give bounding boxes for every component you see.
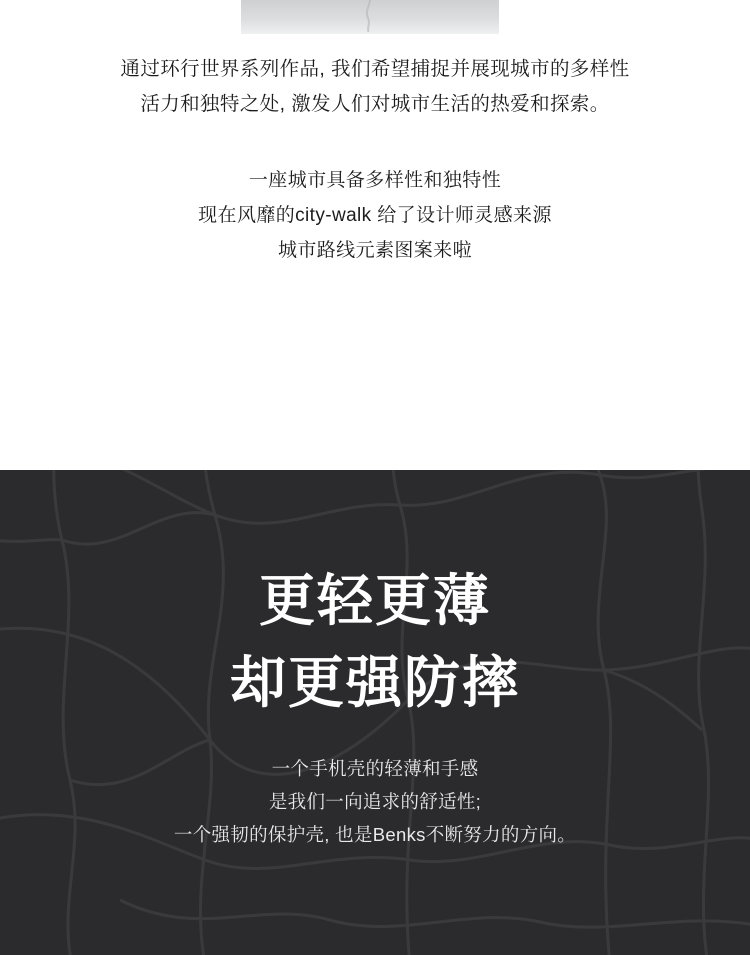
concept-line-1: 一座城市具备多样性和独特性 <box>248 170 502 191</box>
headline-subtext <box>0 752 750 851</box>
headline-line-1: 更轻更薄 <box>259 569 491 632</box>
intro-line-1: 通过环行世界系列作品, 我们希望捕捉并展现城市的多样性 <box>120 58 630 80</box>
subtext-line-1: 一个手机壳的轻薄和手感 <box>271 758 479 779</box>
concept-line-3: 城市路线元素图案来啦 <box>277 240 472 261</box>
subtext-line-3: 一个强韧的保护壳, 也是Benks不断努力的方向。 <box>173 824 577 845</box>
concept-paragraph <box>0 163 750 268</box>
product-photo-strip <box>241 0 499 34</box>
headline-line-2: 却更强防摔 <box>230 651 520 714</box>
page-title <box>0 560 750 724</box>
intro-paragraph <box>0 52 750 122</box>
intro-line-2: 活力和独特之处, 激发人们对城市生活的热爱和探索。 <box>140 93 610 115</box>
light-section <box>0 0 750 470</box>
concept-line-2: 现在风靡的city-walk 给了设计师灵感来源 <box>198 205 552 226</box>
subtext-line-2: 是我们一向追求的舒适性; <box>268 791 482 812</box>
cable-icon <box>352 0 388 32</box>
